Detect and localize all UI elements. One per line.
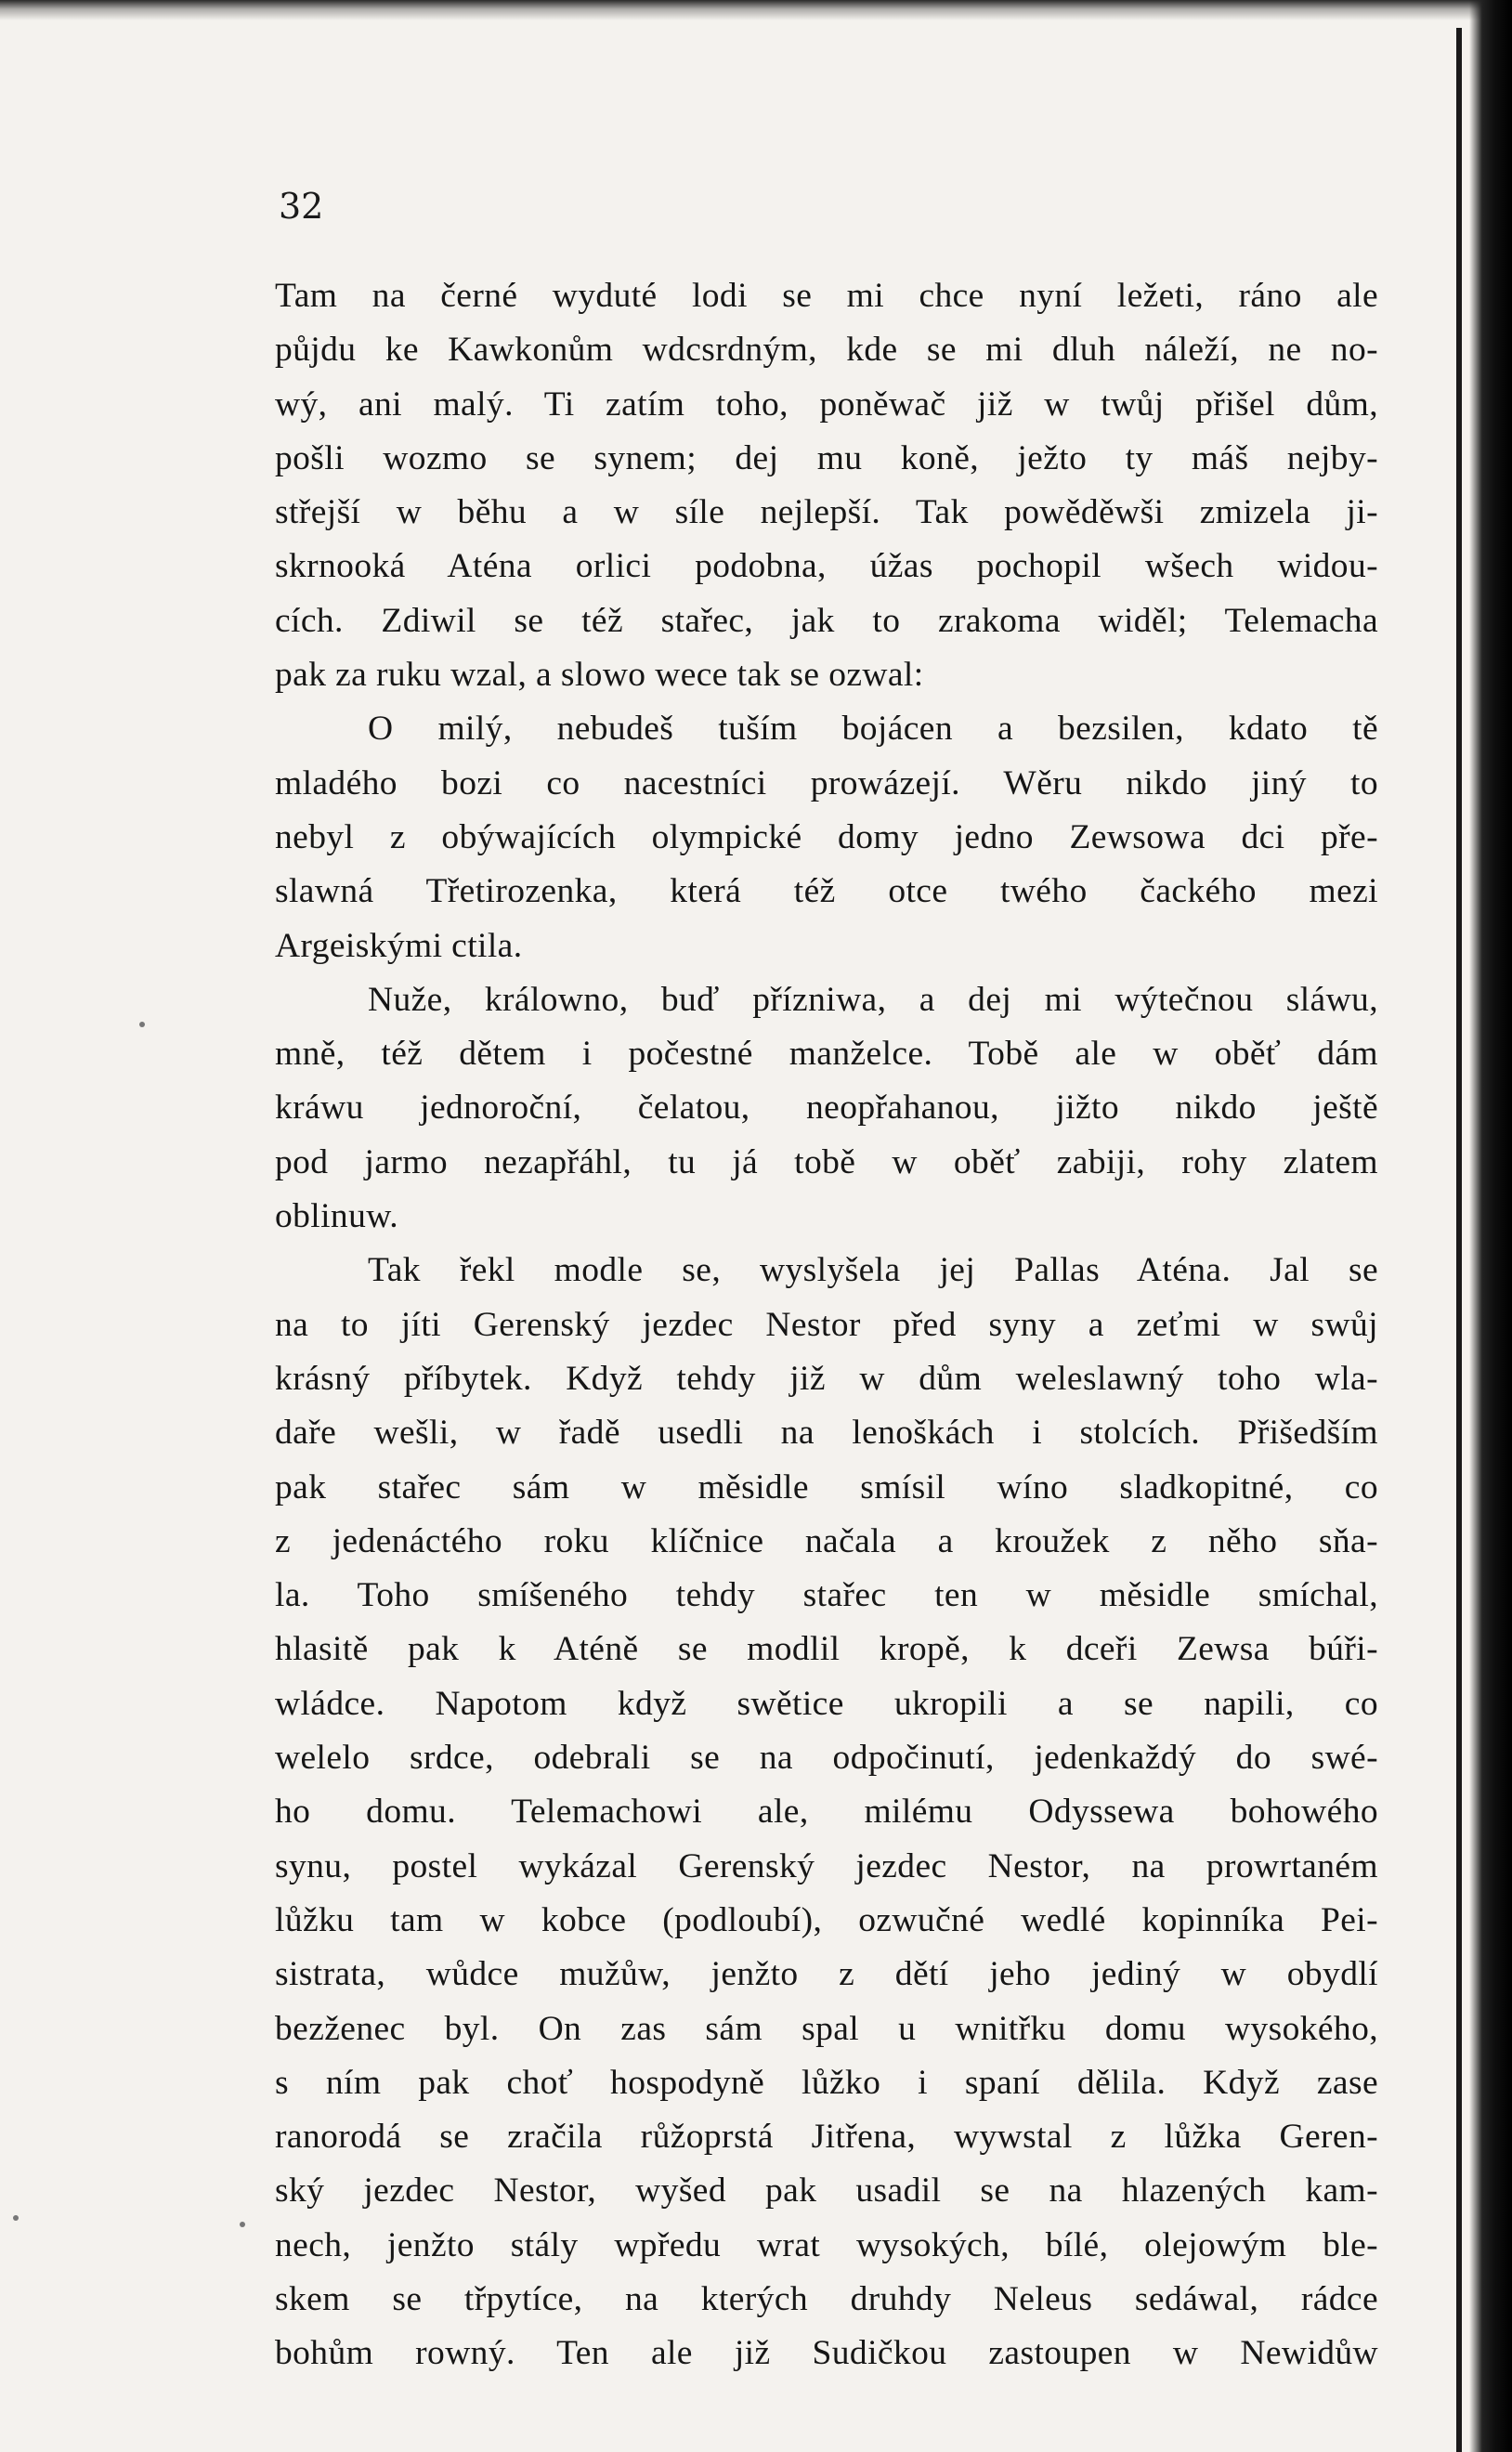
text-line: wý, ani malý. Ti zatím toho, poněwač již w twůj přišel dům, bbox=[275, 385, 1378, 424]
text-line: lůžku tam w kobce (podloubí), ozwučné wedlé kopinníka Pei- bbox=[275, 1900, 1378, 1939]
page-edge-shadow bbox=[1469, 0, 1512, 2452]
text-line: la. Toho smíšeného tehdy stařec ten w měsidle smíchal, bbox=[275, 1576, 1378, 1615]
text-line: bohům rowný. Ten ale již Sudičkou zastoupen w Newidůw bbox=[275, 2334, 1378, 2373]
text-line: O milý, nebudeš tuším bojácen a bezsilen, kdato tě bbox=[368, 710, 1378, 749]
text-line: mladého bozi co nacestníci prowázejí. Wěru nikdo jiný to bbox=[275, 763, 1378, 802]
text-line: mně, též dětem i počestné manželce. Tobě ale w oběť dám bbox=[275, 1035, 1378, 1074]
text-line: wládce. Napotom když swětice ukropili a se napili, co bbox=[275, 1684, 1378, 1723]
text-line: daře wešli, w řadě usedli na lenoškách i stolcích. Přišedším bbox=[275, 1414, 1378, 1453]
text-line: Nuže, králowno, buď přízniwa, a dej mi wýtečnou sláwu, bbox=[368, 980, 1378, 1019]
text-line: oblinuw. bbox=[275, 1197, 399, 1236]
text-line: slawná Třetirozenka, která též otce twého čackého mezi bbox=[275, 872, 1378, 911]
text-line: pod jarmo nezapřáhl, tu já tobě w oběť zabiji, rohy zlatem bbox=[275, 1142, 1378, 1181]
text-line: cích. Zdiwil se též stařec, jak to zrakoma widěl; Telemacha bbox=[275, 601, 1378, 640]
text-line: bezženec byl. On zas sám spal u wnitřku domu wysokého, bbox=[275, 2009, 1378, 2048]
binding-line bbox=[1456, 28, 1462, 2452]
text-line: sistrata, wůdce mužůw, jenžto z dětí jeho jediný w obydlí bbox=[275, 1955, 1378, 1994]
text-line: ho domu. Telemachowi ale, milému Odyssewa bohowého bbox=[275, 1793, 1378, 1832]
text-line: z jedenáctého roku klíčnice načala a kroužek z něho sňa- bbox=[275, 1521, 1378, 1560]
text-line: krásný příbytek. Když tehdy již w dům weleslawný toho wla- bbox=[275, 1359, 1378, 1398]
text-line: pak za ruku wzal, a slowo wece tak se ozwal: bbox=[275, 656, 924, 695]
text-line: střejší w běhu a w síle nejlepší. Tak powěděwši zmizela ji- bbox=[275, 493, 1378, 532]
text-line: skem se třpytíce, na kterých druhdy Neleus sedáwal, rádce bbox=[275, 2279, 1378, 2318]
text-line: synu, postel wykázal Gerenský jezdec Nestor, na prowrtaném bbox=[275, 1846, 1378, 1885]
text-line: nebyl z obýwajících olympické domy jedno Zewsowa dci pře- bbox=[275, 817, 1378, 856]
text-line: pak stařec sám w měsidle smísil wíno sladkopitné, co bbox=[275, 1467, 1378, 1506]
text-line: Tak řekl modle se, wyslyšela jej Pallas Aténa. Jal se bbox=[368, 1251, 1378, 1290]
text-line: ský jezdec Nestor, wyšed pak usadil se na hlazených kam- bbox=[275, 2172, 1378, 2211]
speck-mark bbox=[139, 1022, 145, 1027]
text-line: Tam na černé wyduté lodi se mi chce nyní ležeti, ráno ale bbox=[275, 277, 1378, 315]
speck-mark bbox=[240, 2222, 245, 2227]
top-edge-shadow bbox=[0, 0, 1512, 20]
body-text bbox=[275, 269, 1378, 2381]
speck-mark bbox=[13, 2215, 19, 2221]
text-line: Argeiskými ctila. bbox=[275, 926, 523, 965]
text-line: hlasitě pak k Aténě se modlil kropě, k dceři Zewsa búři- bbox=[275, 1630, 1378, 1669]
text-line: půjdu ke Kawkonům wdcsrdným, kde se mi dluh náleží, ne no- bbox=[275, 331, 1378, 370]
text-line: na to jíti Gerenský jezdec Nestor před syny a zeťmi w swůj bbox=[275, 1305, 1378, 1344]
text-line: skrnooká Aténa orlici podobna, úžas pochopil wšech widou- bbox=[275, 547, 1378, 586]
text-line: s ním pak choť hospodyně lůžko i spaní dělila. Když zase bbox=[275, 2063, 1378, 2102]
text-line: nech, jenžto stály wpředu wrat wysokých, bílé, olejowým ble- bbox=[275, 2225, 1378, 2264]
text-line: pošli wozmo se synem; dej mu koně, ježto ty máš nejby- bbox=[275, 438, 1378, 477]
text-line: welelo srdce, odebrali se na odpočinutí, jedenkaždý do swé- bbox=[275, 1739, 1378, 1778]
text-line: kráwu jednoroční, čelatou, neopřahanou, jižto nikdo ještě bbox=[275, 1089, 1378, 1128]
page-number: 32 bbox=[279, 186, 324, 227]
text-line: ranorodá se zračila růžoprstá Jitřena, wywstal z lůžka Geren- bbox=[275, 2118, 1378, 2157]
